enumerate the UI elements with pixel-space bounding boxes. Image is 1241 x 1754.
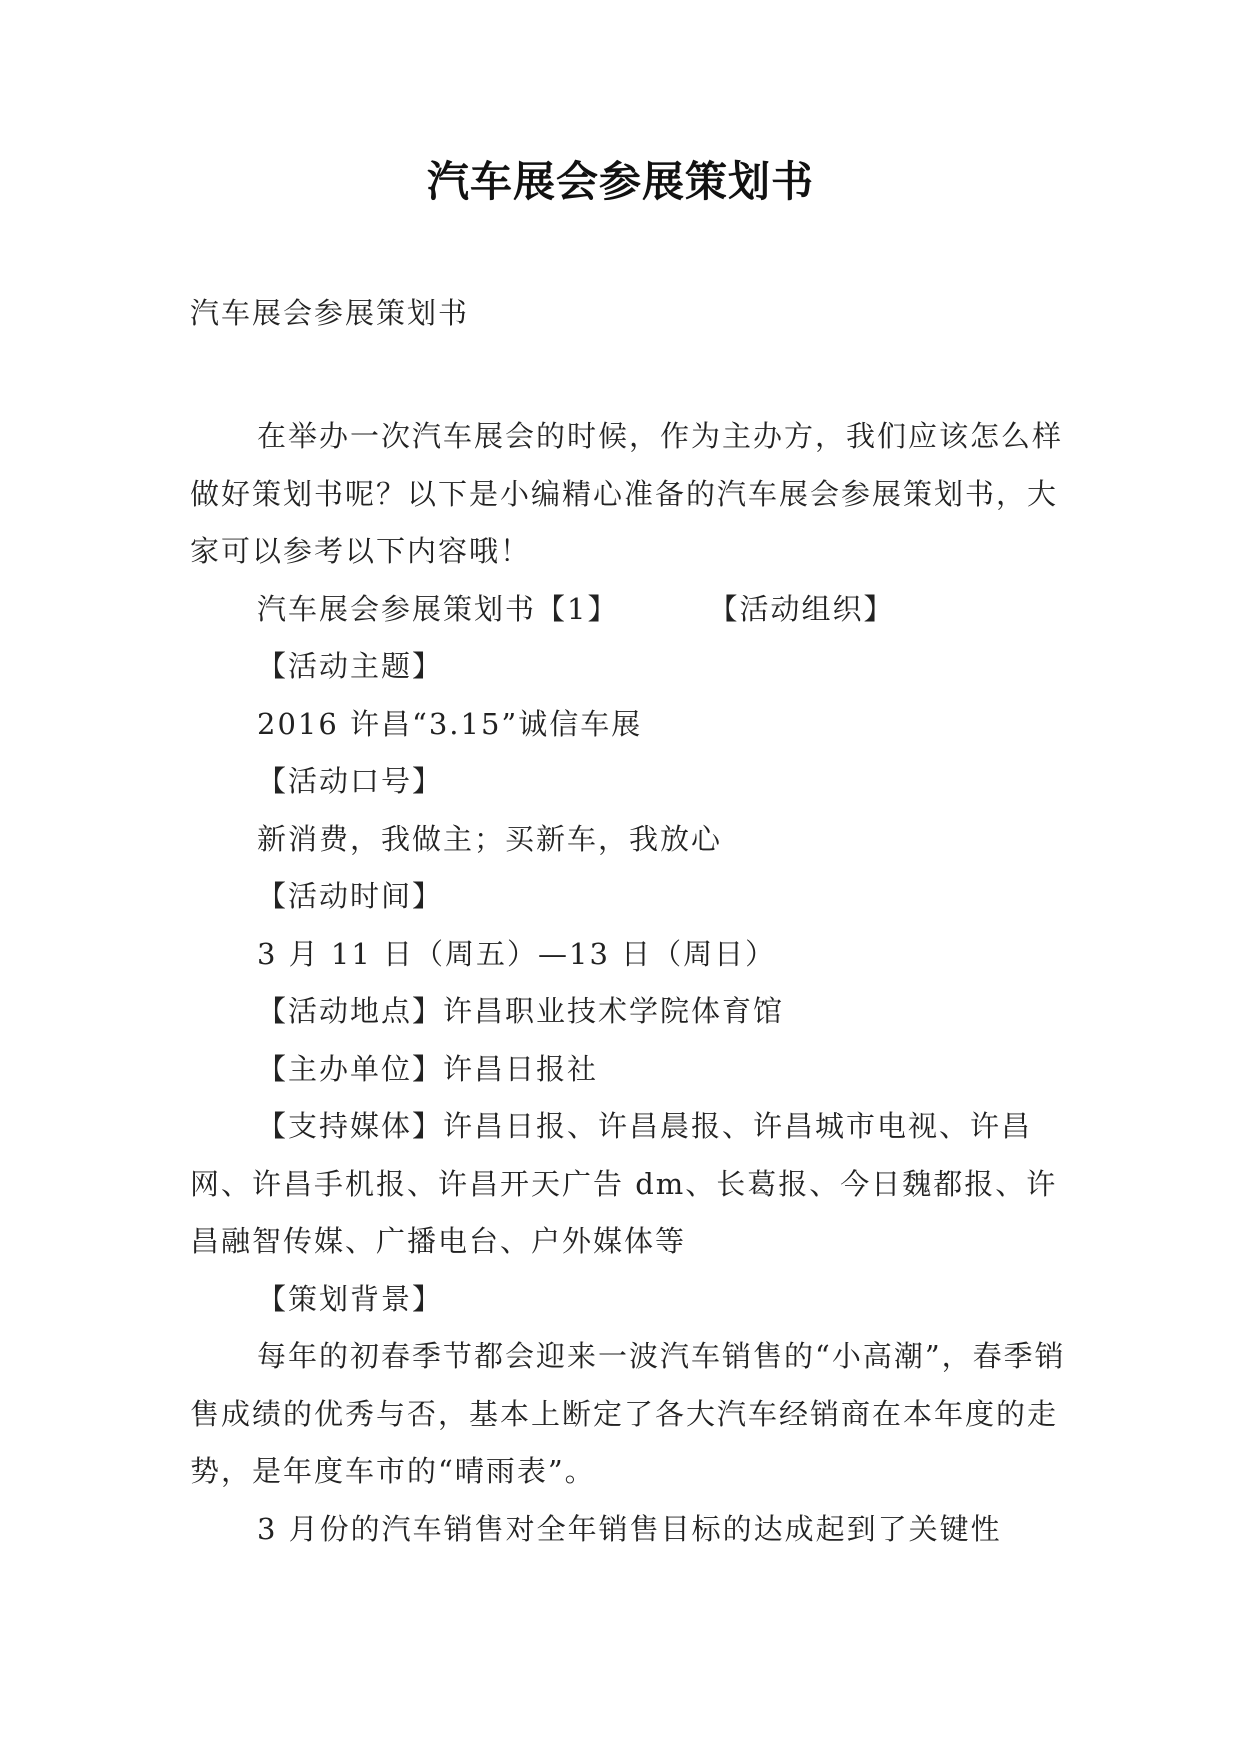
- organizer-line: 【主办单位】许昌日报社: [257, 1051, 599, 1086]
- theme-label: 【活动主题】: [257, 649, 444, 683]
- time-label: 【活动时间】: [257, 879, 444, 913]
- section-heading-right: 【活动组织】: [708, 591, 895, 626]
- section-heading: [190, 581, 1066, 639]
- media-paragraph: 【支持媒体】许昌日报、许昌晨报、许昌城市电视、许昌网、许昌手机报、许昌开天广告 dm、长葛报、今日魏都报、许昌融智传媒、广播电台、户外媒体等: [190, 1109, 1058, 1258]
- background-paragraph: 每年的初春季节都会迎来一波汽车销售的“小高潮”，春季销售成绩的优秀与否，基本上断定了各大汽车经销商在本年度的走势，是年度车市的“晴雨表”。: [190, 1339, 1066, 1488]
- section-heading-left: 汽车展会参展策划书【1】: [257, 591, 619, 626]
- document-subtitle: 汽车展会参展策划书: [190, 296, 470, 330]
- last-line: 3 月份的汽车销售对全年销售目标的达成起到了关键性: [257, 1511, 1002, 1546]
- venue-line: 【活动地点】许昌职业技术学院体育馆: [257, 994, 785, 1028]
- background-label: 【策划背景】: [257, 1281, 444, 1316]
- time-value: 3 月 11 日（周五）—13 日（周日）: [257, 936, 777, 971]
- document-body: [190, 408, 1066, 1558]
- intro-paragraph: 在举办一次汽车展会的时候，作为主办方，我们应该怎么样做好策划书呢？以下是小编精心准备的汽车展会参展策划书，大家可以参考以下内容哦！: [190, 419, 1064, 568]
- slogan-value: 新消费，我做主；买新车，我放心: [257, 821, 723, 856]
- document-title: 汽车展会参展策划书: [426, 157, 814, 206]
- theme-value: 2016 许昌“3.15”诚信车展: [257, 706, 643, 741]
- slogan-label: 【活动口号】: [257, 764, 444, 798]
